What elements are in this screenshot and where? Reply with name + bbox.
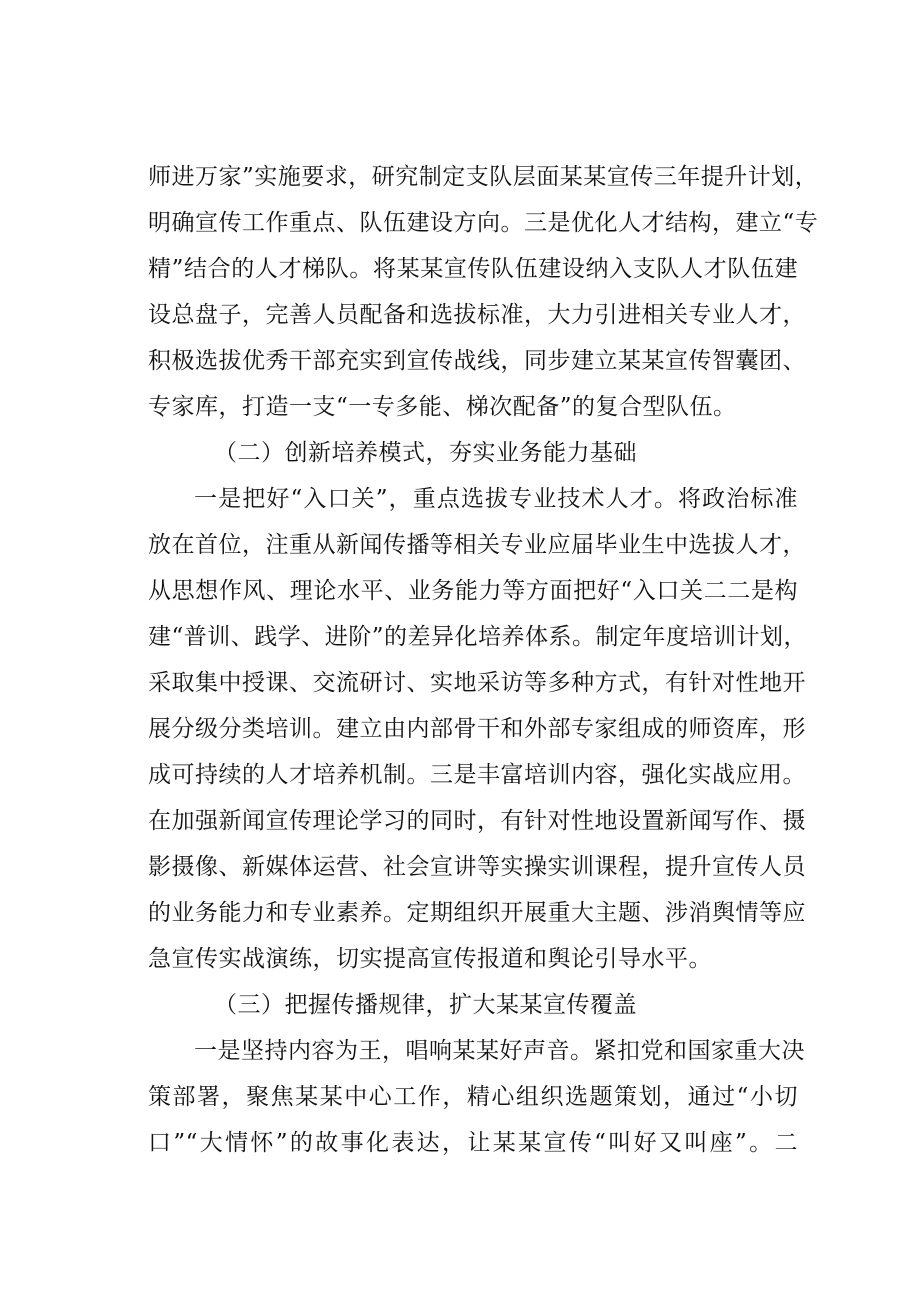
body-line: 精”结合的人才梯队。将某某宣传队伍建设纳入支队人才队伍建 <box>148 256 798 282</box>
body-line: 急宣传实战演练，切实提高宣传报道和舆论引导水平。 <box>148 946 712 972</box>
body-line: 专家库，打造一支“一专多能、梯次配备”的复合型队伍。 <box>148 394 737 420</box>
section-heading: （二）创新培养模式，夯实业务能力基础 <box>214 440 637 466</box>
document-body <box>148 154 819 1166</box>
body-line: 影摄像、新媒体运营、社会宣讲等实操实训课程，提升宣传人员 <box>148 854 806 880</box>
body-line: 策部署，聚焦某某中心工作，精心组织选题策划，通过“小切 <box>148 1084 798 1110</box>
body-line: 设总盘子，完善人员配备和选拔标准，大力引进相关专业人才， <box>148 302 806 328</box>
body-line: 从思想作风、理论水平、业务能力等方面把好“入口关二二是构 <box>148 578 798 604</box>
body-line: 采取集中授课、交流研讨、实地采访等多种方式，有针对性地开 <box>148 670 806 696</box>
body-line: 成可持续的人才培养机制。三是丰富培训内容，强化实战应用。 <box>148 762 806 788</box>
body-line: 师进万家”实施要求，研究制定支队层面某某宣传三年提升计划， <box>148 164 819 190</box>
body-line: 明确宣传工作重点、队伍建设方向。三是优化人才结构，建立“专 <box>148 210 819 236</box>
section-heading: （三）把握传播规律，扩大某某宣传覆盖 <box>214 992 637 1018</box>
body-line: 积极选拔优秀干部充实到宣传战线，同步建立某某宣传智囊团、 <box>148 348 806 374</box>
body-line: 建“普训、践学、进阶”的差异化培养体系。制定年度培训计划， <box>148 624 808 650</box>
body-line: 口”“大情怀”的故事化表达，让某某宣传“叫好又叫座”。二 <box>148 1130 798 1156</box>
body-line: 的业务能力和专业素养。定期组织开展重大主题、涉消舆情等应 <box>148 900 806 926</box>
body-line: 展分级分类培训。建立由内部骨干和外部专家组成的师资库，形 <box>148 716 806 742</box>
paragraph-first-line: 一是坚持内容为王，唱响某某好声音。紧扣党和国家重大决 <box>194 1038 805 1064</box>
paragraph-first-line: 一是把好“入口关”，重点选拔专业技术人才。将政治标准 <box>194 486 798 512</box>
body-line: 放在首位，注重从新闻传播等相关专业应届毕业生中选拔人才， <box>148 532 806 558</box>
body-line: 在加强新闻宣传理论学习的同时，有针对性地设置新闻写作、摄 <box>148 808 806 834</box>
